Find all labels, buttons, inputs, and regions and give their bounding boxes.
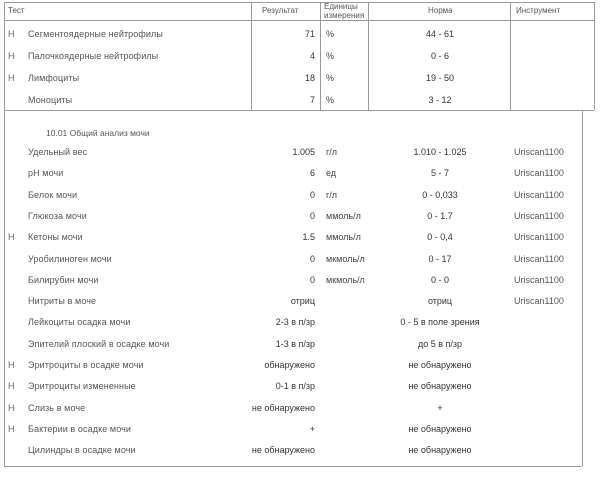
norm-value: 0 - 1.7	[427, 211, 453, 221]
table-row	[0, 274, 600, 294]
result-value: не обнаружено	[251, 445, 315, 455]
result-value: 18	[304, 73, 315, 83]
test-name: Эпителий плоский в осадке мочи	[28, 339, 170, 349]
header-test: Тест	[8, 6, 25, 15]
table-row	[0, 167, 600, 187]
table-row	[0, 210, 600, 230]
norm-value: 0 - 0,4	[427, 232, 453, 242]
test-name: Слизь в моче	[28, 403, 86, 413]
header-method: Инструмент	[516, 6, 561, 15]
method-value: Uriscan1100	[514, 296, 564, 306]
result-value: 1.5	[302, 232, 315, 242]
test-name: Цилиндры в осадке мочи	[28, 445, 136, 455]
norm-value: 0 - 5 в поле зрения	[400, 317, 480, 327]
flag-mark: Н	[8, 232, 15, 242]
test-name: Лимфоциты	[28, 73, 80, 83]
norm-value: не обнаружено	[408, 445, 472, 455]
test-name: Палочкоядерные нейтрофилы	[28, 51, 159, 61]
unit-value: мкмоль/л	[326, 254, 365, 264]
result-value: 4	[309, 51, 315, 61]
result-value: 0	[309, 254, 315, 264]
result-value: обнаружено	[264, 360, 315, 370]
result-value: 7	[309, 95, 315, 105]
result-value: не обнаружено	[251, 403, 315, 413]
table-row	[0, 28, 600, 48]
test-name: pH мочи	[28, 168, 64, 178]
norm-value: отриц	[427, 296, 453, 306]
flag-mark: Н	[8, 360, 15, 370]
unit-value: %	[326, 73, 335, 83]
test-name: Белок мочи	[28, 190, 78, 200]
flag-mark: Н	[8, 73, 15, 83]
unit-value: ед	[326, 168, 337, 178]
norm-value: 0 - 6	[430, 51, 449, 61]
table-row	[0, 359, 600, 379]
flag-mark: Н	[8, 29, 15, 39]
test-name: Эритроциты измененные	[28, 381, 136, 391]
result-value: +	[309, 424, 315, 434]
norm-value: не обнаружено	[408, 381, 472, 391]
table-row	[0, 231, 600, 251]
norm-value: 0 - 0	[430, 275, 449, 285]
table-row	[0, 444, 600, 464]
table-row	[0, 253, 600, 273]
table-row	[0, 402, 600, 422]
test-name: Сегментоядерные нейтрофилы	[28, 29, 163, 39]
header-bottom-line	[4, 20, 594, 21]
result-value: 6	[309, 168, 315, 178]
method-value: Uriscan1100	[514, 254, 564, 264]
unit-value: г/л	[326, 147, 338, 157]
result-value: 1-3 в п/зр	[275, 339, 315, 349]
flag-mark: Н	[8, 381, 15, 391]
result-value: 0	[309, 190, 315, 200]
test-name: Лейкоциты осадка мочи	[28, 317, 131, 327]
unit-value: %	[326, 29, 335, 39]
table-row	[0, 295, 600, 315]
top-border-line	[4, 2, 594, 3]
result-value: 0-1 в п/зр	[275, 381, 315, 391]
section-title: 10.01 Общий анализ мочи	[46, 128, 150, 138]
result-value: 71	[304, 29, 315, 39]
table-row	[0, 316, 600, 336]
table-row	[0, 338, 600, 358]
norm-value: 44 - 61	[425, 29, 455, 39]
norm-value: +	[437, 403, 443, 413]
method-value: Uriscan1100	[514, 190, 564, 200]
test-name: Глюкоза мочи	[28, 211, 87, 221]
norm-value: 0 - 17	[428, 254, 452, 264]
test-name: Кетоны мочи	[28, 232, 83, 242]
method-value: Uriscan1100	[514, 275, 564, 285]
method-value: Uriscan1100	[514, 232, 564, 242]
table-row	[0, 72, 600, 92]
unit-value: мкмоль/л	[326, 275, 365, 285]
result-value: 0	[309, 211, 315, 221]
unit-value: %	[326, 51, 335, 61]
norm-value: не обнаружено	[408, 424, 472, 434]
test-name: Эритроциты в осадке мочи	[28, 360, 144, 370]
result-value: 0	[309, 275, 315, 285]
norm-value: 5 - 7	[430, 168, 449, 178]
method-value: Uriscan1100	[514, 168, 564, 178]
table-row	[0, 146, 600, 166]
unit-value: ммоль/л	[326, 211, 361, 221]
test-name: Бактерии в осадке мочи	[28, 424, 132, 434]
table-row	[0, 50, 600, 70]
test-name: Удельный вес	[28, 147, 88, 157]
norm-value: 3 - 12	[428, 95, 452, 105]
table-row	[0, 94, 600, 114]
test-name: Нитриты в моче	[28, 296, 97, 306]
unit-value: %	[326, 95, 335, 105]
test-name: Билирубин мочи	[28, 275, 99, 285]
header-norm: Норма	[428, 6, 453, 15]
unit-value: ммоль/л	[326, 232, 361, 242]
result-value: 1.005	[292, 147, 315, 157]
method-value: Uriscan1100	[514, 211, 564, 221]
norm-value: 1.010 - 1.025	[413, 147, 467, 157]
header-result: Результат	[262, 6, 299, 15]
unit-value: г/л	[326, 190, 338, 200]
norm-value: до 5 в п/зр	[417, 339, 463, 349]
result-value: 2-3 в п/зр	[275, 317, 315, 327]
flag-mark: Н	[8, 51, 15, 61]
result-value: отриц	[290, 296, 315, 306]
flag-mark: Н	[8, 403, 15, 413]
test-name: Моноциты	[28, 95, 73, 105]
norm-value: 19 - 50	[425, 73, 455, 83]
test-name: Уробилиноген мочи	[28, 254, 112, 264]
flag-mark: Н	[8, 424, 15, 434]
method-value: Uriscan1100	[514, 147, 564, 157]
header-unit: Единицы измерения	[324, 2, 365, 20]
table-row	[0, 423, 600, 443]
table-row	[0, 380, 600, 400]
table-bottom-line	[4, 466, 582, 467]
norm-value: не обнаружено	[408, 360, 472, 370]
norm-value: 0 - 0,033	[422, 190, 458, 200]
table-row	[0, 189, 600, 209]
